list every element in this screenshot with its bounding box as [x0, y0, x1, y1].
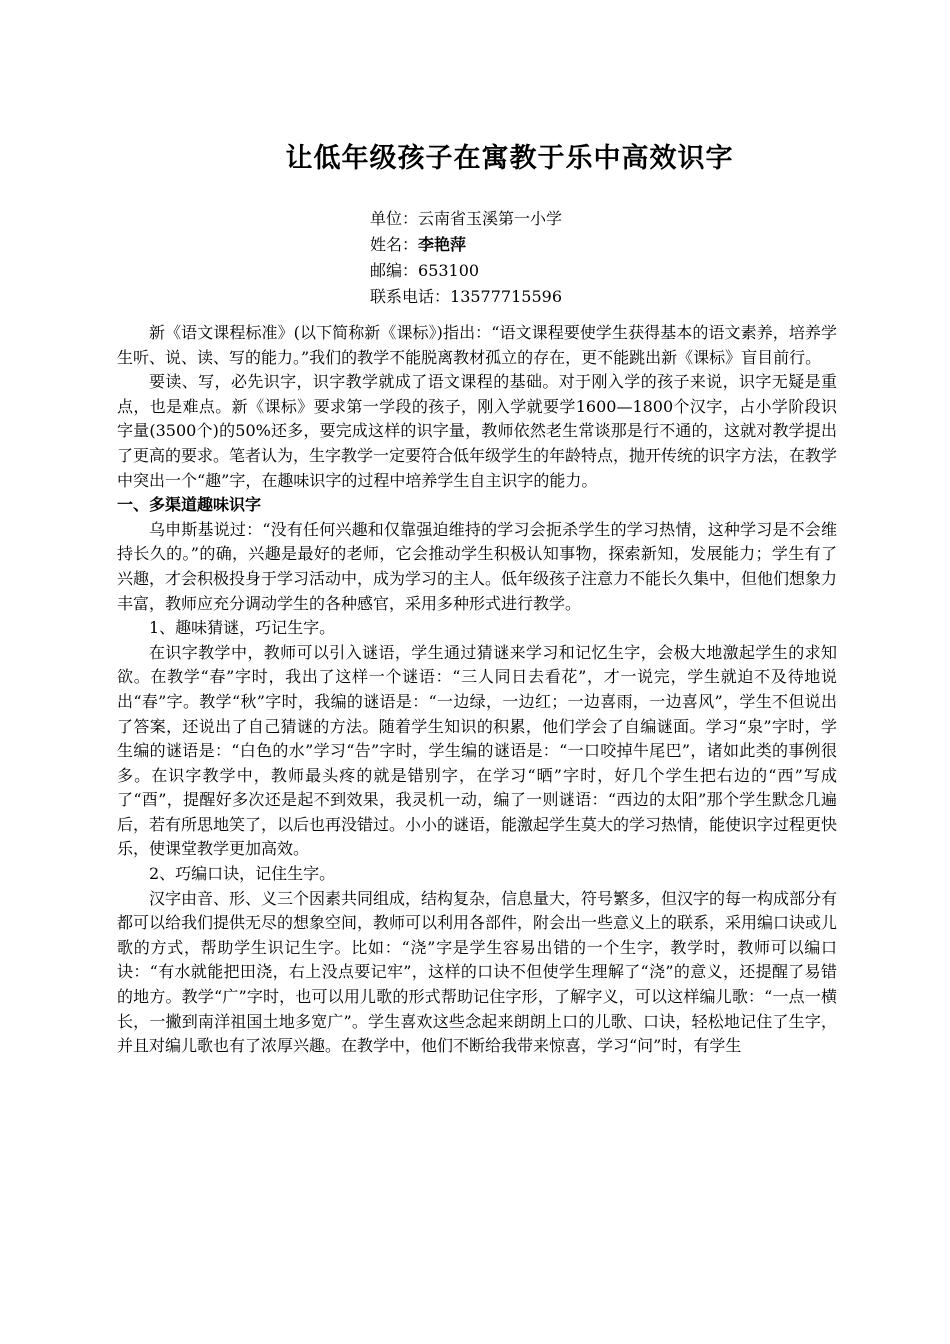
document-body — [117, 321, 837, 1059]
phone-line — [370, 284, 562, 310]
subsection-heading: 2、巧编口诀，记住生字。 — [149, 864, 336, 884]
unit-value: 云南省玉溪第一小学 — [418, 209, 563, 228]
phone-value: 13577715596 — [450, 287, 562, 306]
name-line — [370, 232, 562, 258]
postcode-label: 邮编： — [370, 261, 419, 280]
intro-paragraph: 要读、写，必先识字，识字教学就成了语文课程的基础。对于刚入学的孩子来说，识字无疑是重点，也是难点。新《课标》要求第一学段的孩子，刚入学就要学1600—1800个汉字，占小学阶段识字量(3500个)的50%还多，要完成这样的识字量，教师依然老生常谈那是行不通的，这就对教学提出了更高的要求。笔者认为，生字教学一定要符合低年级学生的年龄特点，抛开传统的识字方法，在教学中突出一个“趣”字，在趣味识字的过程中培养学生自主识字的能力。 — [117, 372, 838, 490]
phone-label: 联系电话： — [370, 287, 451, 306]
section-paragraph: 在识字教学中，教师可以引入谜语，学生通过猜谜来学习和记忆生字，会极大地激起学生的求知欲。在教学“春”字时，我出了这样一个谜语：“三人同日去看花”，才一说完，学生就迫不及待地说出“春”字。教学“秋”字时，我编的谜语是：“一边绿，一边红；一边喜雨，一边喜风”，学生不但说出了答案，还说出了自己猜谜的方法。随着学生知识的积累，他们学会了自编谜面。学习“泉”字时，学生编的谜语是：“白色的水”学习“告”字时，学生编的谜语是：“一口咬掉牛尾巴”，诸如此类的事例很多。在识字教学中，教师最头疼的就是错别字，在学习“晒”字时，好几个学生把右边的“西”写成了“酉”，提醒好多次还是起不到效果，我灵机一动，编了一则谜语：“西边的太阳”那个学生默念几遍后，若有所思地笑了，以后也再没错过。小小的谜语，能激起学生莫大的学习热情，能使识字过程更快乐，使课堂教学更加高效。 — [117, 642, 838, 859]
section-heading: 一、多渠道趣味识字 — [117, 495, 262, 515]
author-info — [370, 206, 562, 310]
section-paragraph: 汉字由音、形、义三个因素共同组成，结构复杂，信息量大，符号繁多，但汉字的每一构成部分有都可以给我们提供无尽的想象空间，教师可以利用各部件，附会出一些意义上的联系，采用编口诀或儿歌的方式，帮助学生识记生字。比如：“浇”字是学生容易出错的一个生字，教学时，教师可以编口诀：“有水就能把田浇，右上没点要记牢”，这样的口诀不但使学生理解了“浇”的意义，还提醒了易错的地方。教学“广”字时，也可以用儿歌的形式帮助记住字形，了解字义，可以这样编儿歌：“一点一横长，一撇到南洋祖国土地多宽广”。学生喜欢这些念起来朗朗上口的儿歌、口诀，轻松地记住了生字，并且对编儿歌也有了浓厚兴趣。在教学中，他们不断给我带来惊喜，学习“问”时，有学生 — [117, 888, 838, 1056]
unit-label: 单位： — [370, 209, 419, 228]
postcode-value: 653100 — [418, 261, 480, 280]
document-title: 让低年级孩子在寓教于乐中高效识字 — [285, 143, 734, 174]
subsection-heading: 1、趣味猜谜，巧记生字。 — [149, 618, 336, 638]
section-paragraph: 乌申斯基说过：“没有任何兴趣和仅靠强迫维持的学习会扼杀学生的学习热情，这种学习是不会维持长久的。”的确，兴趣是最好的老师，它会推动学生积极认知事物，探索新知，发展能力；学生有了兴趣，才会积极投身于学习活动中，成为学习的主人。低年级孩子注意力不能长久集中，但他们想象力丰富，教师应充分调动学生的各种感官，采用多种形式进行教学。 — [117, 519, 838, 613]
name-label: 姓名： — [370, 235, 419, 254]
intro-paragraph: 新《语文课程标准》(以下简称新《课标》)指出：“语文课程要使学生获得基本的语文素养，培养学生听、说、读、写的能力。”我们的教学不能脱离教材孤立的存在，更不能跳出新《课标》盲目前行。 — [117, 323, 837, 367]
unit-line — [370, 206, 562, 232]
postcode-line — [370, 258, 562, 284]
name-value: 李艳萍 — [418, 235, 467, 254]
